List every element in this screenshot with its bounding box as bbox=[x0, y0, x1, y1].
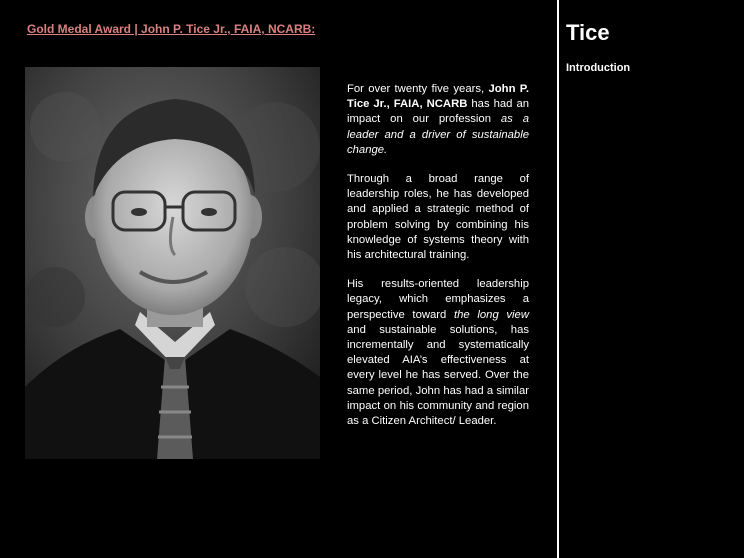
award-title-link[interactable]: Gold Medal Award | John P. Tice Jr., FAIA, NCARB: bbox=[27, 22, 316, 36]
p1-text-start: For over twenty five years, bbox=[347, 83, 489, 95]
intro-text bbox=[347, 82, 529, 443]
sidebar-title: Tice bbox=[566, 20, 610, 45]
intro-paragraph-2: Through a broad range of leadership roles, he has developed and applied a strategic method of problem solving by combining his knowledge of systems theory with his architectural training. bbox=[347, 173, 529, 262]
intro-paragraph-3 bbox=[347, 277, 529, 429]
p3-text-start: His results-oriented leadership legacy, which emphasizes a perspective toward bbox=[347, 278, 529, 321]
p1-emphasis: as a leader and a driver of sustainable change. bbox=[347, 113, 530, 156]
portrait-photo bbox=[25, 67, 320, 459]
sidebar-item-introduction[interactable]: Introduction bbox=[566, 62, 631, 74]
p3-text-end: and sustainable solutions, has incrementally and systematically elevated AIA’s effectiveness at every level he has served. Over the same period, John has had a similar impact on his community and region as a Citizen Architect/ Leader. bbox=[347, 323, 529, 428]
p1-name: John P. Tice Jr., FAIA, NCARB bbox=[347, 83, 529, 111]
intro-paragraph-1 bbox=[347, 82, 529, 158]
p3-emphasis: the long view bbox=[454, 308, 529, 321]
sidebar bbox=[559, 0, 744, 558]
p1-text-mid: has had an impact on our profession bbox=[347, 98, 530, 126]
portrait-illustration bbox=[25, 67, 320, 459]
